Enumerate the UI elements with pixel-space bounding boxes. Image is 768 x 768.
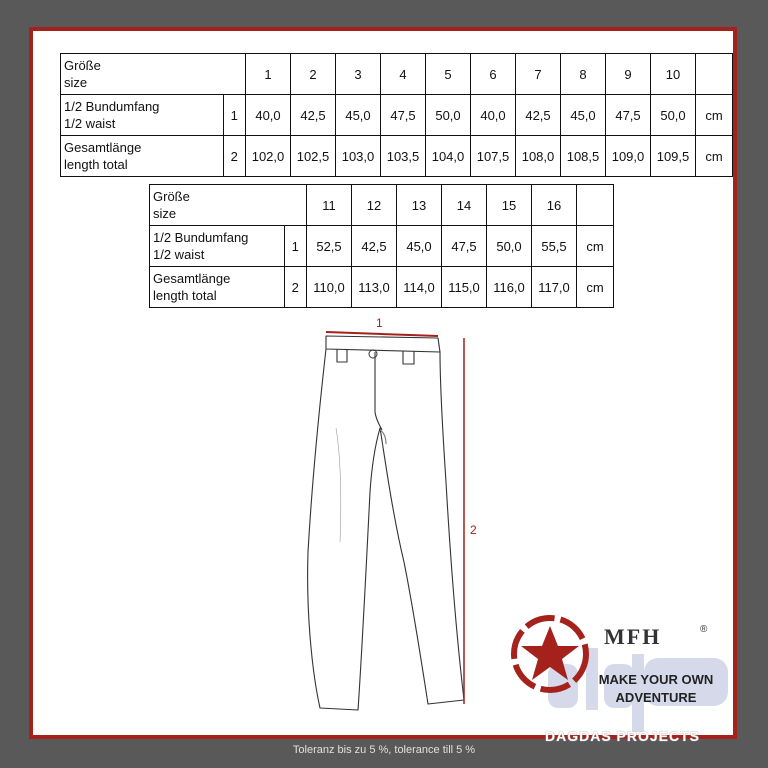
waist-value: 45,0: [336, 95, 381, 136]
waist-value: 40,0: [471, 95, 516, 136]
waist-label: 1/2 Bundumfang 1/2 waist: [61, 95, 224, 136]
belt-loop: [337, 349, 347, 362]
header-size-label: Größe size: [150, 185, 285, 226]
brand-name: MFH: [604, 624, 662, 649]
size-cell: 16: [532, 185, 577, 226]
size-cell: 14: [442, 185, 487, 226]
waist-label: 1/2 Bundumfang 1/2 waist: [150, 226, 285, 267]
size-label-de: Größe: [64, 58, 101, 73]
size-cell: 12: [352, 185, 397, 226]
waist-value: 45,0: [397, 226, 442, 267]
pants-outline: [308, 349, 464, 710]
waist-value: 40,0: [246, 95, 291, 136]
brand-logo: [508, 612, 738, 742]
fly-seam: [375, 352, 382, 430]
length-value: 102,5: [291, 136, 336, 177]
brand-mark: [508, 612, 738, 742]
size-cell: 9: [606, 54, 651, 95]
unit-cell: cm: [696, 95, 733, 136]
belt-loop: [403, 351, 414, 364]
table-row: [61, 136, 733, 177]
size-cell: 15: [487, 185, 532, 226]
waist-measure-line: [326, 332, 438, 336]
length-value: 110,0: [307, 267, 352, 308]
table-row: [61, 95, 733, 136]
size-cell: 13: [397, 185, 442, 226]
size-cell: 7: [516, 54, 561, 95]
length-value: 117,0: [532, 267, 577, 308]
size-cell: 1: [246, 54, 291, 95]
length-value: 109,5: [651, 136, 696, 177]
length-marker: 2: [284, 267, 307, 308]
button-icon: [369, 350, 377, 358]
waist-value: 50,0: [426, 95, 471, 136]
waist-value: 52,5: [307, 226, 352, 267]
length-measure-marker: 2: [470, 523, 477, 537]
waist-value: 45,0: [561, 95, 606, 136]
size-cell: 6: [471, 54, 516, 95]
length-value: 107,5: [471, 136, 516, 177]
size-cell: 4: [381, 54, 426, 95]
unit-cell: cm: [696, 136, 733, 177]
waist-value: 42,5: [291, 95, 336, 136]
table-row: [61, 54, 733, 95]
size-cell: 3: [336, 54, 381, 95]
waist-measure-marker: 1: [376, 316, 383, 330]
length-value: 102,0: [246, 136, 291, 177]
waistband: [326, 336, 440, 352]
waist-value: 55,5: [532, 226, 577, 267]
length-value: 108,0: [516, 136, 561, 177]
length-marker: 2: [223, 136, 246, 177]
size-cell: 5: [426, 54, 471, 95]
length-value: 114,0: [397, 267, 442, 308]
length-value: 104,0: [426, 136, 471, 177]
table-row: [150, 226, 614, 267]
waist-value: 47,5: [381, 95, 426, 136]
size-table-1: [60, 53, 733, 177]
size-label-en: size: [64, 75, 88, 90]
size-cell: 11: [307, 185, 352, 226]
length-value: 116,0: [487, 267, 532, 308]
length-value: 108,5: [561, 136, 606, 177]
size-table-2: [149, 184, 614, 308]
unit-cell: cm: [577, 226, 614, 267]
pants-drawing: [300, 312, 490, 724]
table-row: [150, 267, 614, 308]
length-label: Gesamtlänge length total: [61, 136, 224, 177]
slogan-line1: MAKE YOUR OWN: [598, 672, 714, 687]
length-label: Gesamtlänge length total: [150, 267, 285, 308]
waist-value: 50,0: [651, 95, 696, 136]
unit-cell: cm: [577, 267, 614, 308]
waist-value: 42,5: [516, 95, 561, 136]
watermark-text: DAGDAS PROJECTS: [545, 728, 701, 744]
waist-marker: 1: [223, 95, 246, 136]
tolerance-footer: Toleranz bis zu 5 %, tolerance till 5 %: [292, 744, 476, 756]
waist-value: 50,0: [487, 226, 532, 267]
length-value: 113,0: [352, 267, 397, 308]
registered-mark: ®: [700, 624, 708, 635]
waist-value: 47,5: [442, 226, 487, 267]
size-cell: 10: [651, 54, 696, 95]
length-value: 103,0: [336, 136, 381, 177]
waist-marker: 1: [284, 226, 307, 267]
length-value: 115,0: [442, 267, 487, 308]
length-value: 103,5: [381, 136, 426, 177]
waist-value: 42,5: [352, 226, 397, 267]
size-cell: 8: [561, 54, 606, 95]
slogan-line2: ADVENTURE: [615, 690, 697, 705]
length-value: 109,0: [606, 136, 651, 177]
waist-value: 47,5: [606, 95, 651, 136]
table-row: [150, 185, 614, 226]
size-cell: 2: [291, 54, 336, 95]
header-size-label: [61, 54, 224, 95]
